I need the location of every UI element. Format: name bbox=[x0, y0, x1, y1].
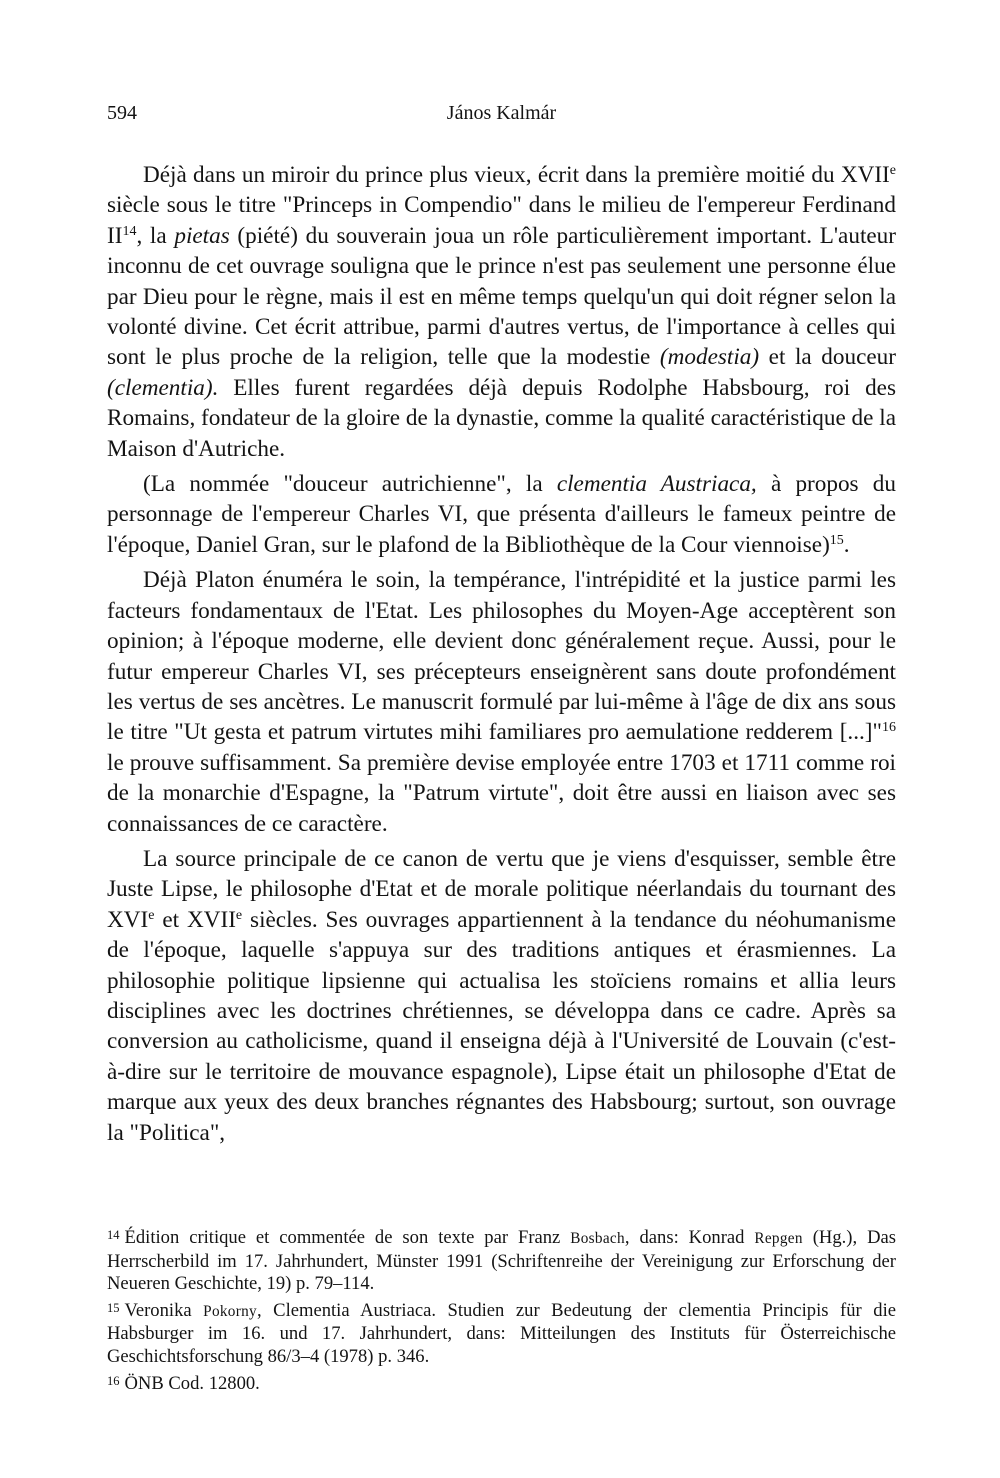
footnote-text: ÖNB Cod. 12800. bbox=[124, 1372, 260, 1394]
paragraph-3 bbox=[107, 565, 896, 839]
paragraph-2 bbox=[107, 469, 896, 560]
running-title-author: János Kalmár bbox=[446, 102, 557, 124]
author-small-caps: Bosbach bbox=[570, 1230, 625, 1247]
text-run: et XVII bbox=[154, 906, 236, 933]
text-run: Déjà dans un miroir du prince plus vieux, écrit dans la première moitié du XVII bbox=[143, 162, 890, 188]
text-run: Elles furent regardées déjà depuis Rodolphe Habsbourg, roi des Romains, fondateur de la gloire de la dynastie, comme la qualité caractéristique de la Maison d'Autriche. bbox=[107, 374, 896, 462]
footnote-text: , Clementia Austriaca. Studien zur Bedeutung der clementia Principis für die Habsburger im 16. und 17. Jahrhundert, dans: Mitteilungen des Instituts für Österreichische Geschichtsforschung 86/3–4 (1978) p. 346. bbox=[107, 1299, 896, 1367]
footnote-14 bbox=[107, 1227, 896, 1296]
footnote-ref-15[interactable]: 15 bbox=[829, 532, 844, 548]
footnote-number: 15 bbox=[107, 1300, 120, 1315]
text-run: et la douceur bbox=[759, 344, 896, 371]
footnote-15 bbox=[107, 1300, 896, 1369]
main-text bbox=[107, 160, 896, 1153]
text-run: siècles. Ses ouvrages appartiennent à la tendance du néohumanisme de l'époque, laquelle s'appuya sur des traditions antiques et érasmiennes. La philosophie politique lipsienne qui actualisa les stoïciens romains et allia leurs disciplines avec les doctrines chrétiennes, se développa dans ce cadre. Après sa conversion au catholicisme, quand il enseigna déjà à l'Université de Louvain (c'est-à-dire sur le territoire de mouvance espagnole), Lipse était un philosophe d'Etat de marque aux yeux des deux branches régnantes des Habsbourg; surtout, son ouvrage la "Politica", bbox=[107, 906, 896, 1146]
italic-term: pietas bbox=[174, 222, 230, 249]
footnote-text: , dans: Konrad bbox=[624, 1227, 755, 1248]
text-run: La source principale de ce canon de vertu que je viens d'esquisser, semble être Juste Lipse, le philosophe d'Etat et de morale politique néerlandais du tournant des XVI bbox=[107, 845, 896, 933]
footnote-16 bbox=[107, 1373, 896, 1396]
footnote-ref-14[interactable]: 14 bbox=[122, 223, 137, 239]
footnote-text: Édition critique et commentée de son texte par Franz bbox=[124, 1227, 571, 1248]
italic-term: clementia Austriaca, bbox=[556, 471, 757, 498]
author-small-caps: Pokorny bbox=[203, 1302, 257, 1320]
superscript-e: e bbox=[235, 907, 243, 923]
paragraph-1 bbox=[107, 160, 896, 464]
text-run: . bbox=[843, 531, 850, 558]
page-number: 594 bbox=[107, 102, 137, 124]
superscript-e: e bbox=[148, 907, 155, 923]
running-head bbox=[107, 102, 896, 130]
text-run: , la bbox=[136, 222, 175, 249]
footnote-text: (Hg.), Das Herrscherbild im 17. Jahrhundert, Münster 1991 (Schriftenreihe der Vereinigung zur Erforschung der Neueren Geschichte, 19) p. 79–114. bbox=[107, 1227, 896, 1295]
footnotes bbox=[107, 1227, 896, 1399]
text-run: à propos du personnage de l'empereur Charles VI, que présenta d'ailleurs le fameux peintre de l'époque, Daniel Gran, sur le plafond de la Bibliothèque de la Cour viennoise) bbox=[107, 471, 896, 558]
text-run: siècle sous le titre "Princeps in Compendio" dans le milieu de l'empereur Ferdinand II bbox=[107, 192, 896, 249]
text-run: Déjà Platon énuméra le soin, la tempérance, l'intrépidité et la justice parmi les facteurs fondamentaux de l'Etat. Les philosophes du Moyen-Age acceptèrent son opinion; à l'époque moderne, elle devient donc généralement reçue. Aussi, pour le futur empereur Charles VI, ses précepteurs enseignèrent sans doute profondément les vertus de ses ancètres. Le manuscrit formulé par lui-même à l'âge de dix ans sous le titre "Ut gesta et patrum virtutes mihi familiares pro aemulatione redderem [...]" bbox=[107, 567, 896, 746]
author-small-caps: Repgen bbox=[754, 1230, 803, 1247]
italic-term: (clementia). bbox=[107, 374, 219, 401]
paragraph-4 bbox=[107, 844, 896, 1148]
superscript-e: e bbox=[889, 163, 896, 178]
footnote-ref-16[interactable]: 16 bbox=[882, 720, 896, 736]
text-run: (piété) du souverain joua un rôle particulièrement important. L'auteur inconnu de cet ouvrage souligna que le prince n'est pas seulement une personne élue par Dieu pour le règne, mais il est en même temps quelqu'un qui doit régner selon la volonté divine. Cet écrit attribue, parmi d'autres vertus, de l'importance à celles qui sont le plus proche de la religion, telle que la modestie bbox=[107, 222, 896, 371]
footnote-number: 14 bbox=[107, 1228, 120, 1242]
text-run: le prouve suffisamment. Sa première devise employée entre 1703 et 1711 comme roi de la monarchie d'Espagne, la "Patrum virtute", doit être aussi en liaison avec ses connaissances de ce caractère. bbox=[107, 749, 896, 837]
italic-term: (modestia) bbox=[659, 344, 760, 371]
footnote-text: Veronika bbox=[124, 1299, 204, 1321]
footnote-number: 16 bbox=[107, 1373, 120, 1388]
text-run: (La nommée "douceur autrichienne", la bbox=[143, 471, 557, 498]
